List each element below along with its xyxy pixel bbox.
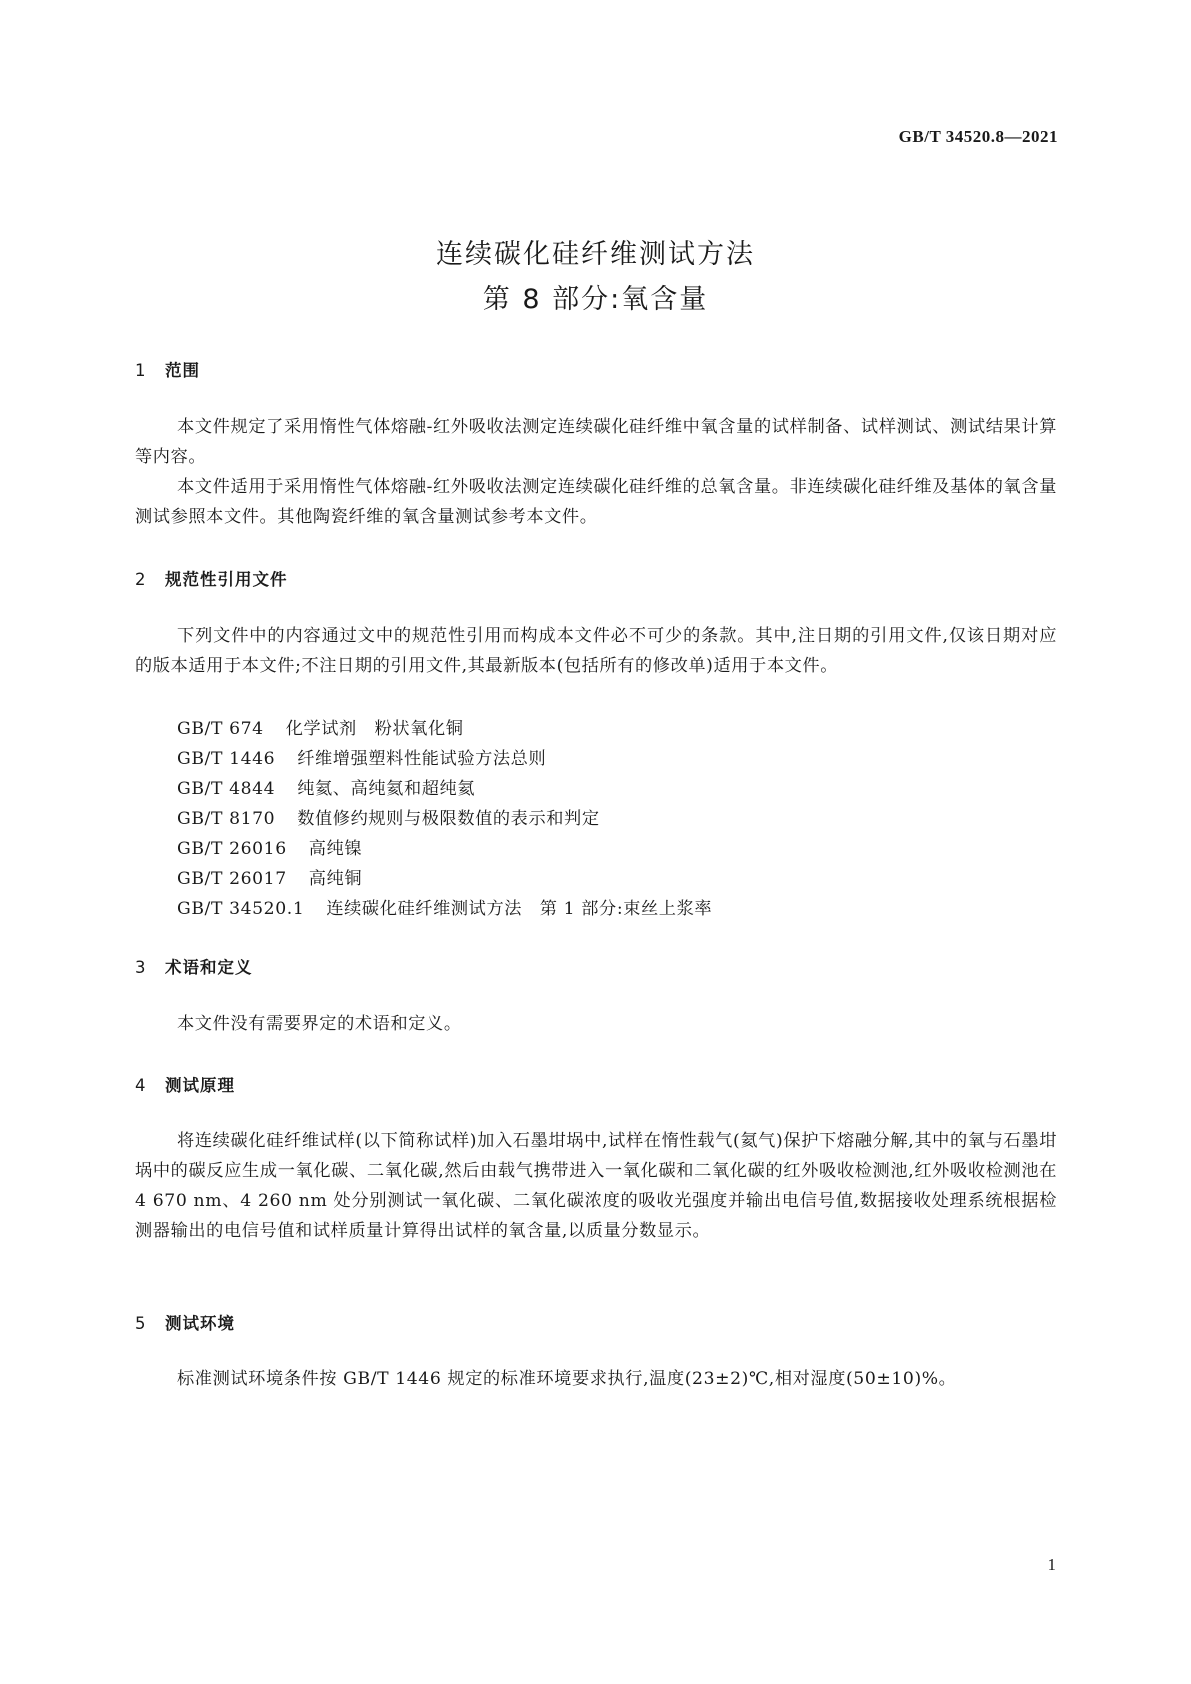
reference-code: GB/T 26016 <box>177 839 287 859</box>
reference-item <box>177 774 475 799</box>
standard-number: GB/T 34520.8—2021 <box>898 127 1058 146</box>
reference-code: GB/T 674 <box>177 719 264 739</box>
paragraph: 本文件没有需要界定的术语和定义。 <box>177 1014 462 1034</box>
reference-code: GB/T 8170 <box>177 809 276 829</box>
section-title: 规范性引用文件 <box>165 570 288 589</box>
reference-code: GB/T 26017 <box>177 869 287 889</box>
section-heading-normative-references <box>135 566 288 590</box>
reference-title: 高纯铜 <box>308 869 363 889</box>
section-number: 4 <box>135 1076 147 1095</box>
reference-item <box>177 894 712 919</box>
reference-title: 高纯镍 <box>308 839 363 859</box>
reference-code: GB/T 34520.1 <box>177 899 305 919</box>
section-number: 3 <box>135 958 147 977</box>
section-number: 1 <box>135 361 147 380</box>
document-title: 连续碳化硅纤维测试方法 <box>436 239 755 270</box>
reference-code: GB/T 4844 <box>177 779 276 799</box>
reference-title: 纯氦、高纯氦和超纯氦 <box>297 779 476 799</box>
reference-title: 连续碳化硅纤维测试方法 第 1 部分:束丝上浆率 <box>326 899 713 919</box>
paragraph: 将连续碳化硅纤维试样(以下简称试样)加入石墨坩埚中,试样在惰性载气(氦气)保护下熔融分解,其中的氧与石墨坩埚中的碳反应生成一氧化碳、二氧化碳,然后由载气携带进入一氧化碳和二氧化碳的红外吸收检测池,红外吸收检测池在 4 670 nm、4 260 nm 处分别测试一氧化碳、二氧化碳浓度的吸收光强度并输出电信号值,数据接收处理系统根据检测器输出的电信号值和试样质量计算得出试样的氧含量,以质量分数显示。 <box>135 1131 1057 1241</box>
section-heading-test-principle <box>135 1072 235 1096</box>
reference-code: GB/T 1446 <box>177 749 276 769</box>
reference-title: 纤维增强塑料性能试验方法总则 <box>297 749 547 769</box>
reference-title: 数值修约规则与极限数值的表示和判定 <box>297 809 600 829</box>
paragraph: 下列文件中的内容通过文中的规范性引用而构成本文件必不可少的条款。其中,注日期的引用文件,仅该日期对应的版本适用于本文件;不注日期的引用文件,其最新版本(包括所有的修改单)适用于本文件。 <box>135 626 1057 676</box>
document-subtitle: 第 8 部分:氧含量 <box>482 284 709 315</box>
reference-item <box>177 864 362 889</box>
section-heading-test-environment <box>135 1310 235 1334</box>
reference-title: 化学试剂 粉状氧化铜 <box>285 719 464 739</box>
reference-item <box>177 714 464 739</box>
paragraph: 本文件规定了采用惰性气体熔融-红外吸收法测定连续碳化硅纤维中氧含量的试样制备、试样测试、测试结果计算等内容。 <box>135 417 1057 467</box>
reference-item <box>177 744 546 769</box>
section-title: 术语和定义 <box>165 958 253 977</box>
section-number: 2 <box>135 570 147 589</box>
section-heading-terms-definitions <box>135 954 253 978</box>
section-title: 测试原理 <box>165 1076 235 1095</box>
paragraph: 本文件适用于采用惰性气体熔融-红外吸收法测定连续碳化硅纤维的总氧含量。非连续碳化硅纤维及基体的氧含量测试参照本文件。其他陶瓷纤维的氧含量测试参考本文件。 <box>135 477 1057 527</box>
section-heading-scope <box>135 357 200 381</box>
reference-item <box>177 804 600 829</box>
section-title: 范围 <box>165 361 200 380</box>
paragraph: 标准测试环境条件按 GB/T 1446 规定的标准环境要求执行,温度(23±2)℃,相对湿度(50±10)%。 <box>177 1369 957 1389</box>
section-number: 5 <box>135 1314 147 1333</box>
page-number: 1 <box>1047 1555 1056 1574</box>
reference-item <box>177 834 362 859</box>
section-title: 测试环境 <box>165 1314 235 1333</box>
